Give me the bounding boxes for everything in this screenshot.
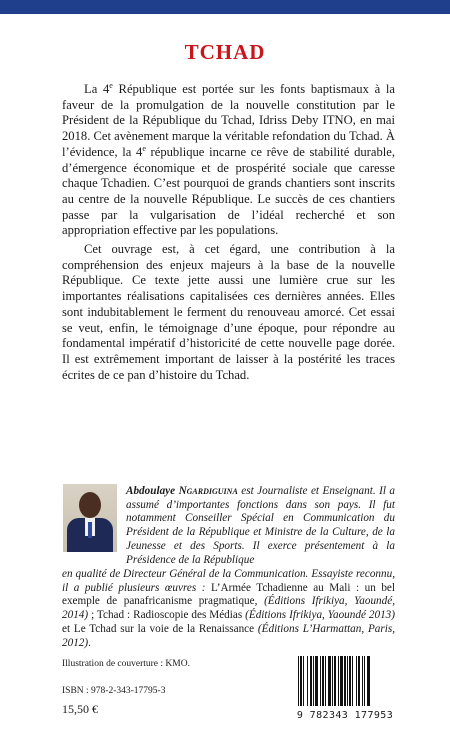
barcode-bar (344, 656, 346, 706)
barcode-bar (322, 656, 324, 706)
bio-end: . (88, 636, 91, 649)
barcode-bar (349, 656, 351, 706)
barcode-digits: 9 782343 177953 (296, 710, 394, 721)
barcode-bar (303, 656, 304, 706)
barcode-bar (356, 656, 357, 706)
author-photo (63, 484, 117, 552)
barcode-bar (298, 656, 299, 706)
blurb-text: La 4 (84, 82, 110, 96)
barcode-bar (310, 656, 312, 706)
book-title: TCHAD (184, 40, 266, 64)
barcode-bar (325, 656, 326, 706)
blurb (62, 82, 395, 383)
barcode-bar (338, 656, 339, 706)
work-publisher: (Éditions L’Harmattan, Paris, 2012) (62, 622, 395, 649)
barcode-bar (364, 656, 365, 706)
blurb-paragraph-2: Cet ouvrage est, à cet égard, une contribution à la compréhension des enjeux majeurs à la base de la nouvelle République. Ce texte jette aussi une lumière crue sur les importantes réalisations capitalisées ces dernières années. Elles sont indubitablement le ferment du renouveau amorcé. Cet essai se veut, enfin, le témoignage d’une époque, pour répondre au fondamental impératif d’historicité de cette nouvelle page dorée. Il est extrêmement important de laisser à la postérité les traces écrites de ce pan d’histoire du Tchad. (62, 242, 395, 382)
photo-tie (88, 522, 92, 538)
work-publisher: (Éditions Ifrikiya, Yaoundé, 2014) (62, 595, 396, 622)
price: 15,50 € (62, 702, 98, 716)
work-title: L’Armée Tchadienne au Mali : un bel exemple de panafricanisme pragmatique, (62, 581, 395, 608)
barcode-bar (313, 656, 314, 706)
barcode-bar (362, 656, 363, 706)
barcode-bar (340, 656, 343, 706)
barcode-bars-icon (296, 656, 394, 710)
header-band (0, 0, 450, 14)
barcode-bar (315, 656, 318, 706)
barcode (290, 652, 400, 726)
superscript: e (109, 80, 113, 90)
author-bio-continued (62, 568, 395, 650)
work-title: ; Tchad : Radioscopie des Médias (88, 609, 246, 622)
author-bio-intro (126, 485, 395, 567)
blurb-text: République est portée sur les fonts baptismaux à la faveur de la promulgation de la nouvelle constitution par le Président de la République du Tchad, Idriss Deby ITNO, en mai 2018. Cet avènement marque la véritable refondation du Tchad. À l’évidence, la 4 (62, 82, 395, 159)
barcode-bar (300, 656, 302, 706)
barcode-bar (307, 656, 308, 706)
barcode-bar (367, 656, 370, 706)
barcode-bar (328, 656, 331, 706)
barcode-bar (347, 656, 348, 706)
blurb-paragraph-1 (62, 82, 395, 239)
blurb-text: république incarne ce rêve de stabilité durable, d’émergence économique et de prospérité sociale que caresse chaque Tchadien. C’est pourquoi de grands chantiers sont inscrits au centre de la nouvelle République. Le succès de ces chantiers passe par la vulgarisation de l’idéal recherché et son appropriation effective par les populations. (62, 144, 395, 238)
author-bio-text: est Journaliste et Enseignant. Il a assumé d’importantes fonctions dans son pays. Il fut notamment Conseiller Spécial en Communication du Président de la République et Ministre de la Culture, de la Jeunesse et des Sports. Il exerce présentement à la Présidence de la République (126, 485, 395, 566)
cover-credit: Illustration de couverture : KMO. (62, 659, 190, 669)
bio-text: en qualité de Directeur Général de la Communication. Essayiste reconnu, il a publié plusieurs œuvres : (62, 568, 395, 594)
isbn: ISBN : 978-2-343-17795-3 (62, 686, 166, 696)
barcode-bar (320, 656, 321, 706)
work-publisher: (Éditions Ifrikiya, Yaoundé 2013) (245, 609, 395, 622)
author-last-name: Ngardiguina (178, 485, 238, 497)
barcode-bar (358, 656, 360, 706)
author-first-name: Abdoulaye (126, 485, 179, 497)
work-title: et Le Tchad sur la voie de la Renaissance (62, 622, 258, 635)
barcode-bar (352, 656, 353, 706)
superscript: e (142, 143, 146, 153)
photo-head (79, 492, 101, 518)
barcode-bar (334, 656, 336, 706)
barcode-bar (332, 656, 333, 706)
